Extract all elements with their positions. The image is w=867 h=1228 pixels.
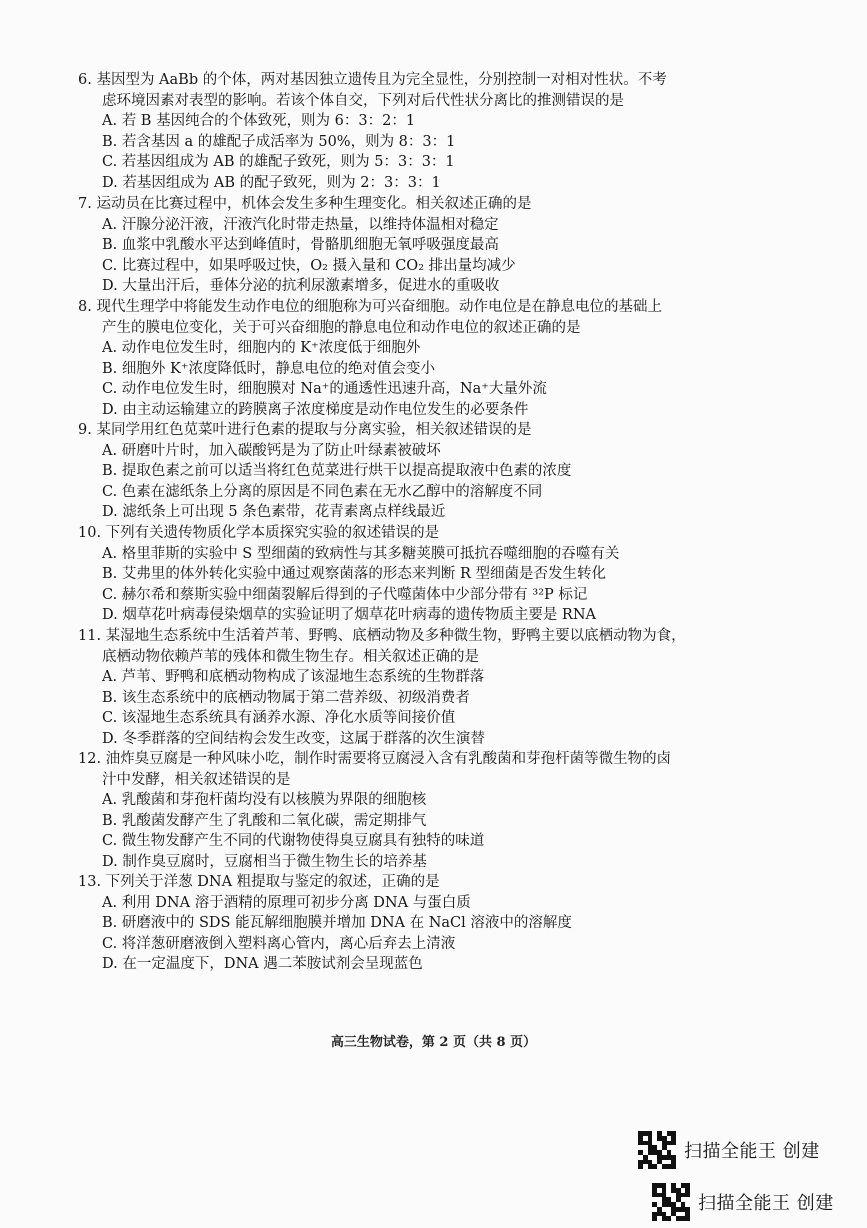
question-stem: 12. 油炸臭豆腐是一种风味小吃，制作时需要将豆腐浸入含有乳酸菌和芽孢杆菌等微生物的卤: [78, 751, 672, 767]
option-b: B. 乳酸菌发酵产生了乳酸和二氧化碳，需定期排气: [102, 812, 427, 829]
option-d: D. 若基因组成为 AB 的配子致死，则为 2：3：3：1: [102, 174, 441, 191]
question-stem: 10. 下列有关遗传物质化学本质探究实验的叙述错误的是: [78, 525, 440, 541]
option-b: B. 该生态系统中的底栖动物属于第二营养级、初级消费者: [102, 689, 470, 706]
question-stem: 13. 下列关于洋葱 DNA 粗提取与鉴定的叙述，正确的是: [78, 874, 440, 890]
question-13: [78, 872, 778, 975]
question-10: [78, 523, 778, 626]
option-c: C. 比赛过程中，如果呼吸过快，O₂ 摄入量和 CO₂ 排出量均减少: [102, 257, 516, 274]
question-stem: 产生的膜电位变化，关于可兴奋细胞的静息电位和动作电位的叙述正确的是: [102, 319, 581, 336]
question-stem: 8. 现代生理学中将能发生动作电位的细胞称为可兴奋细胞。动作电位是在静息电位的基础上: [78, 299, 662, 315]
option-c: C. 若基因组成为 AB 的雄配子致死，则为 5：3：3：1: [102, 154, 455, 171]
question-stem: 11. 某湿地生态系统中生活着芦苇、野鸭、底栖动物及多种微生物，野鸭主要以底栖动物为食，: [78, 628, 686, 644]
option-c: C. 该湿地生态系统具有涵养水源、净化水质等间接价值: [102, 710, 456, 727]
option-b: B. 若含基因 a 的雄配子成活率为 50%，则为 8：3：1: [102, 133, 456, 150]
option-b: B. 细胞外 K⁺浓度降低时，静息电位的绝对值会变小: [102, 360, 435, 377]
option-c: C. 赫尔希和蔡斯实验中细菌裂解后得到的子代噬菌体中少部分带有 ³²P 标记: [102, 586, 588, 603]
question-6: [78, 70, 778, 194]
option-c: C. 微生物发酵产生不同的代谢物使得臭豆腐具有独特的味道: [102, 833, 485, 850]
question-7: [78, 194, 778, 297]
question-stem: 9. 某同学用红色苋菜叶进行色素的提取与分离实验，相关叙述错误的是: [78, 422, 532, 438]
option-d: D. 烟草花叶病毒侵染烟草的实验证明了烟草花叶病毒的遗传物质主要是 RNA: [102, 607, 597, 624]
question-8: [78, 297, 778, 421]
option-d: D. 滤纸条上可出现 5 条色素带，花青素离点样线最近: [102, 504, 446, 521]
question-12: [78, 749, 778, 873]
question-9: [78, 420, 778, 523]
option-b: B. 艾弗里的体外转化实验中通过观察菌落的形态来判断 R 型细菌是否发生转化: [102, 566, 607, 583]
option-c: C. 将洋葱研磨液倒入塑料离心管内，离心后弃去上清液: [102, 935, 456, 952]
option-d: D. 制作臭豆腐时，豆腐相当于微生物生长的培养基: [102, 853, 427, 870]
option-d: D. 在一定温度下，DNA 遇二苯胺试剂会呈现蓝色: [102, 956, 423, 973]
scanner-watermark: [652, 1183, 834, 1221]
option-d: D. 冬季群落的空间结构会发生改变，这属于群落的次生演替: [102, 730, 485, 747]
watermark-text: 扫描全能王 创建: [698, 1193, 834, 1214]
option-a: A. 格里菲斯的实验中 S 型细菌的致病性与其多糖荚膜可抵抗吞噬细胞的吞噬有关: [102, 545, 620, 562]
option-a: A. 汗腺分泌汗液，汗液汽化时带走热量，以维持体温相对稳定: [102, 216, 499, 233]
option-d: D. 大量出汗后，垂体分泌的抗利尿激素增多，促进水的重吸收: [102, 278, 500, 295]
question-stem: 虑环境因素对表型的影响。若该个体自交，下列对后代性状分离比的推测错误的是: [102, 92, 624, 109]
option-c: C. 色素在滤纸条上分离的原因是不同色素在无水乙醇中的溶解度不同: [102, 483, 543, 500]
question-stem: 6. 基因型为 AaBb 的个体，两对基因独立遗传且为完全显性，分别控制一对相对性状。不考: [78, 72, 667, 88]
page-footer: 高三生物试卷，第 2 页（共 8 页）: [330, 1035, 537, 1050]
question-11: [78, 626, 778, 750]
option-c: C. 动作电位发生时，细胞膜对 Na⁺的通透性迅速升高，Na⁺大量外流: [102, 381, 547, 398]
qr-code-icon: [638, 1131, 676, 1169]
option-b: B. 研磨液中的 SDS 能瓦解细胞膜并增加 DNA 在 NaCl 溶液中的溶解度: [102, 915, 572, 932]
scanner-watermark: [638, 1131, 820, 1169]
question-stem: 汁中发酵，相关叙述错误的是: [102, 771, 291, 788]
option-a: A. 乳酸菌和芽孢杆菌均没有以核膜为界限的细胞核: [102, 792, 427, 809]
option-a: A. 利用 DNA 溶于酒精的原理可初步分离 DNA 与蛋白质: [102, 894, 471, 911]
qr-code-icon: [652, 1183, 690, 1221]
option-b: B. 血浆中乳酸水平达到峰值时，骨骼肌细胞无氧呼吸强度最高: [102, 237, 499, 254]
option-d: D. 由主动运输建立的跨膜离子浓度梯度是动作电位发生的必要条件: [102, 401, 529, 418]
option-a: A. 研磨叶片时，加入碳酸钙是为了防止叶绿素被破坏: [102, 442, 441, 459]
option-a: A. 动作电位发生时，细胞内的 K⁺浓度低于细胞外: [102, 340, 421, 357]
question-stem: 底栖动物依赖芦苇的残体和微生物生存。相关叙述正确的是: [102, 648, 479, 665]
option-a: A. 芦苇、野鸭和底栖动物构成了该湿地生态系统的生物群落: [102, 669, 485, 686]
question-stem: 7. 运动员在比赛过程中，机体会发生多种生理变化。相关叙述正确的是: [78, 196, 532, 212]
option-a: A. 若 B 基因纯合的个体致死，则为 6：3：2：1: [102, 113, 416, 130]
watermark-text: 扫描全能王 创建: [684, 1141, 820, 1162]
option-b: B. 提取色素之前可以适当将红色苋菜进行烘干以提高提取液中色素的浓度: [102, 463, 572, 480]
